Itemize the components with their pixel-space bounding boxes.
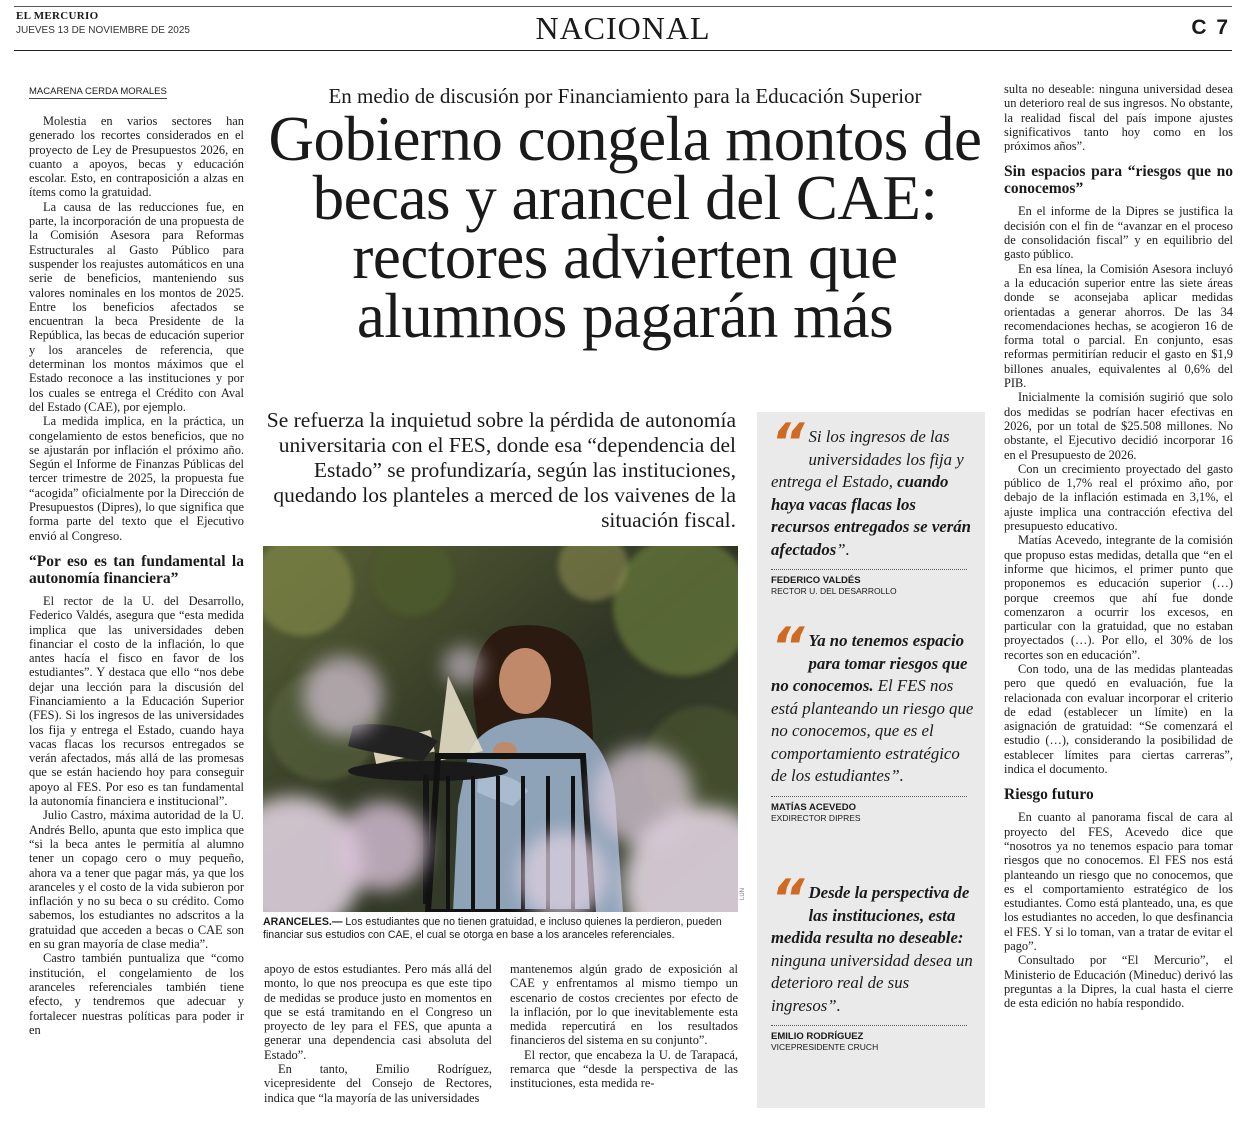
quote-highlight: Desde la perspectiva de las instituciones, esta medida resulta no deseable: (771, 883, 970, 947)
paragraph: La causa de las reducciones fue, en parte, la incorporación de una propuesta de la Comisión Asesora para Reformas Estructurales al Gasto Público para suspender los reajustes automáticos en una serie de beneficios, manteniendo sus valores nominales en los montos de 2025. Entre los beneficios afectados se encuentran la beca Presidente de la República, las becas de educación superior y los aranceles de referencia, que determinan los montos máximos que el Estado reconoce a las instituciones y por los cuales se entrega el Crédito con Aval del Estado (CAE), por ejemplo. (29, 199, 244, 414)
quote-author: FEDERICO VALDÉS (771, 575, 861, 586)
quote-separator (771, 569, 967, 570)
quote-separator (771, 1025, 967, 1026)
section-title: NACIONAL (535, 10, 711, 46)
quote-text-end: ”. (836, 539, 850, 559)
pull-quote (771, 869, 976, 1052)
paragraph: En esa línea, la Comisión Asesora incluyó a la educación superior entre las siete áreas donde se aconsejaba aplicar medidas orientadas a generar ahorros. De las 34 recomendaciones hechas, se acogieron 16 de forma total o parcial. En conjunto, esas reformas permitirían reducir el gasto en $1,9 billones anuales, equivalentes al 0,6% del PIB. (1004, 261, 1233, 391)
header-rule (14, 50, 1232, 51)
paragraph: El rector de la U. del Desarrollo, Federico Valdés, asegura que “esta medida implica que las universidades deben financiar el costo de la inflación, lo que antes hacía el fisco en favor de los estudiantes”. Y destaca que ello “nos debe dejar una lección para la discusión del Financiamiento a la Educación Superior (FES). Si los ingresos de las universidades los fija y entrega el Estado, cuando haya vacas flacas los recursos entregados se verán afectados, más allá de las promesas que se están haciendo hoy para conseguir apoyo al FES. Por eso es tan fundamental la autonomía financiera e institucional”. (29, 593, 244, 809)
paragraph: apoyo de estos estudiantes. Pero más allá del monto, lo que nos preocupa es que este tipo de medidas se produce justo en momentos en que se está tramitando en el Congreso un proyecto de ley para el FES, que apunta a generar una dependencia casi absoluta del Estado”. (264, 962, 492, 1062)
paragraph: sulta no deseable: ninguna universidad desea un deterioro real de sus ingresos. No obstante, la realidad fiscal del país impone ajustes significativos tanto hoy como en los próximos años”. (1004, 82, 1233, 154)
paragraph: Matías Acevedo, integrante de la comisión que propuso estas medidas, detalla que “en el informe que hicimos, el primer punto que proponemos es educación superior (…) porque creemos que ahí fue donde comenzaron a ocurrir los excesos, en particular con la gratuidad, que no estaban proyectados (…). Por ello, el 30% de los recortes son en educación”. (1004, 533, 1233, 662)
quote-author: EMILIO RODRÍGUEZ (771, 1031, 864, 1042)
quote-highlight: cuando haya vacas flacas los recursos entregados se verán afectados (771, 472, 971, 559)
caption-label: ARANCELES.— (263, 916, 343, 928)
kicker: En medio de discusión por Financiamiento para la Educación Superior (328, 84, 922, 108)
paragraph: mantenemos algún grado de exposición al CAE y enfrentamos al mismo tiempo un escenario de costos crecientes por efecto de la inflación, por lo que inevitablemente esta medida repercutirá en los resultados financieros del sistema en su conjunto”. (510, 962, 738, 1048)
paragraph: En el informe de la Dipres se justifica la decisión con el fin de “avanzar en el proceso de consolidación fiscal” y en equilibrio del gasto público. (1004, 204, 1233, 262)
quote-mark-icon: “ (771, 413, 805, 473)
quote-author-role: EXDIRECTOR DIPRES (771, 812, 861, 823)
article-photo (263, 546, 738, 912)
quote-mark-icon: “ (771, 869, 805, 929)
deck: Se refuerza la inquietud sobre la pérdida de autonomía universitaria con el FES, donde esa “dependencia del Estado” se profundizaría, según las instituciones, quedando los planteles a merced de los vaivenes de la situación fiscal. (266, 408, 736, 532)
quote-separator (771, 796, 967, 797)
issue-date: JUEVES 13 DE NOVIEMBRE DE 2025 (16, 25, 190, 36)
quote-mark-icon: “ (771, 617, 805, 677)
paragraph: Julio Castro, máxima autoridad de la U. Andrés Bello, apunta que esto implica que “si la beca antes le permitía al alumno tener un copago cero o muy pequeño, ahora va a tener que pagar más, ya que los aranceles y el costo de la vida subieron por inflación y no su beca o su crédito. Como sabemos, los estudiantes no adscritos a la gratuidad que acceden a becas o CAE son en su gran mayoría de clase media”. (29, 808, 244, 952)
headline: Gobierno congela montos de becas y arancel del CAE: rectores advierten que alumnos pagarán más (268, 104, 982, 351)
quote-author-role: VICEPRESIDENTE CRUCH (771, 1042, 879, 1052)
quote-text-end: ninguna universidad desea un deterioro real de sus ingresos”. (771, 950, 973, 1015)
subheading: Riesgo futuro (1004, 786, 1094, 804)
paragraph: En tanto, Emilio Rodríguez, vicepresidente del Consejo de Rectores, indica que “la mayoría de las universidades (264, 1062, 492, 1105)
photo-credit: LUN (740, 887, 746, 900)
subheading: “Por eso es tan fundamental la autonomía financiera” (29, 552, 244, 587)
quote-text: Si los ingresos de las universidades los fija y entrega el Estado, (771, 427, 964, 491)
paragraph: Con un crecimiento proyectado del gasto público de 1,7% real el próximo año, por debajo de la inflación estimada en 3,1%, el ajuste implica una contracción efectiva del presupuesto educativo. (1004, 461, 1233, 534)
byline: MACARENA CERDA MORALES (29, 86, 167, 97)
article-column-1 (29, 114, 244, 1037)
pull-quote (771, 413, 976, 596)
paragraph: Inicialmente la comisión sugirió que solo dos medidas se podrían hacer efectivas en 2026, por un total de $25.508 millones. No obstante, el Ejecutivo decidió incorporar 16 en el Presupuesto de 2026. (1004, 390, 1233, 462)
pull-quote (771, 617, 976, 823)
student-at-cafe-table-illustration (263, 546, 738, 912)
paragraph: El rector, que encabeza la U. de Tarapacá, remarca que “desde la perspectiva de las instituciones, esta medida re- (510, 1047, 738, 1091)
paragraph: Molestia en varios sectores han generado los recortes considerados en el proyecto de Ley de Presupuestos 2026, en cuanto a apoyos, becas y educación escolar. Esto, en contraposición a alzas en ítems como la gratuidad. (29, 114, 244, 200)
quote-highlight: Ya no tenemos espacio para tomar riesgos que no conocemos. (771, 631, 968, 695)
photo-caption (263, 916, 738, 942)
caption-text: Los estudiantes que no tienen gratuidad, e incluso quienes la perdieron, pueden financiar sus estudios con CAE, el cual se otorga en base a los aranceles referenciales. (263, 916, 722, 941)
page-number: C 7 (1191, 16, 1230, 39)
paragraph: La medida implica, en la práctica, un congelamiento de estos beneficios, que no se ajustarán por inflación el próximo año. Según el Informe de Finanzas Públicas del tercer trimestre de 2025, la propuesta fue “acogida” oficialmente por la Dirección de Presupuestos (Dipres), lo que significa que forma parte del texto que el Ejecutivo envió al Congreso. (29, 414, 244, 543)
quotes-sidebar (757, 412, 985, 1108)
paragraph: Con todo, una de las medidas planteadas pero que quedó en evaluación, fue la relacionada con evaluar incorporar el criterio de edad (establecer un límite) en la asignación de gratuidad: “Se comenzará el estudio (…), considerando la posibilidad de establecer límites para ciertas carreras”, indica el documento. (1004, 661, 1233, 777)
masthead: EL MERCURIO (16, 10, 99, 22)
article-column-3 (510, 962, 738, 1091)
top-rule (14, 6, 1232, 7)
quote-text-end: El FES nos está planteando un riesgo que no conocemos, que es el comportamiento estratégico de los estudiantes”. (771, 676, 974, 785)
paragraph: Castro también puntualiza que “como institución, el congelamiento de los aranceles referenciales también tiene efecto, y tendremos que adecuar y fortalecer nuestras políticas para poder ir en (29, 951, 244, 1037)
quote-author-role: RECTOR U. DEL DESARROLLO (771, 586, 897, 596)
paragraph: En cuanto al panorama fiscal de cara al proyecto del FES, Acevedo dice que “nosotros ya no tenemos espacio para tomar riesgos que no conocemos. El FES nos está planteando un riesgo que no conocemos, que es el comportamiento estratégico de los estudiantes. Como está planteado, una, es que los estudiantes no acceden, lo que desfinancia el FES. Y si lo toman, van a tratar de evitar el pago”. (1004, 810, 1233, 954)
article-column-2 (264, 962, 492, 1105)
article-column-4 (1004, 82, 1233, 1011)
paragraph: Consultado por “El Mercurio”, el Ministerio de Educación (Mineduc) derivó las preguntas a la Dipres, la cual hasta el cierre de esta edición no había respondido. (1004, 953, 1233, 1011)
quote-author: MATÍAS ACEVEDO (771, 801, 856, 813)
subheading: Sin espacios para “riesgos que no conocemos” (1004, 163, 1233, 198)
